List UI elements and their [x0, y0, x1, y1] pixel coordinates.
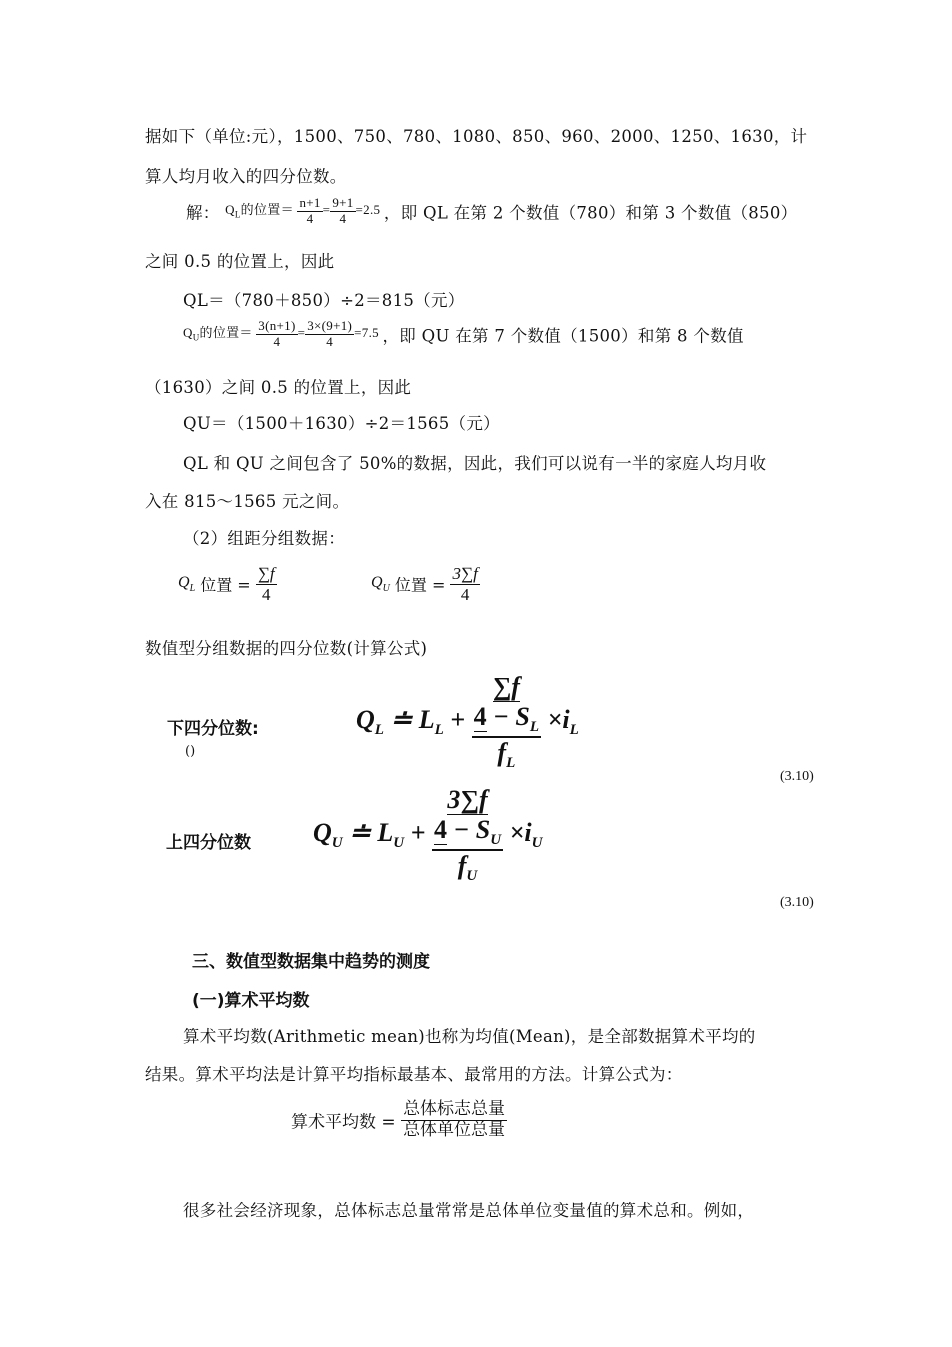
lower-quartile-label: 下四分位数:: [167, 719, 259, 739]
text-line-9: QL 和 QU 之间包含了 50%的数据，因此，我们可以说有一半的家庭人均月收: [183, 454, 767, 473]
upper-quartile-label: 上四分位数: [166, 833, 251, 853]
solution-prefix: 解：: [186, 203, 220, 223]
qu-result: QU＝（1500＋1630）÷2＝1565（元）: [183, 414, 500, 433]
equation-number: (3.10): [780, 895, 814, 910]
ql-position-explanation: ，即 QL 在第 2 个数值（780）和第 3 个数值（850）: [383, 203, 798, 223]
qu-position-explanation: ，即 QU 在第 7 个数值（1500）和第 8 个数值: [382, 326, 744, 346]
text-line-10: 入在 815～1565 元之间。: [145, 492, 350, 511]
text-line-7: （1630）之间 0.5 的位置上，因此: [145, 378, 412, 397]
ql-grouped-position: $Q_L$ 位置 = $\frac{\sum f}{4}$: [178, 564, 275, 604]
qu-position-formula: $Q_U$的位置＝ $\frac{3(n+1)}{4}$ = $\frac{3\times(9+1)}{4}$ =7.5: [183, 318, 379, 349]
text-line-1: 据如下（单位:元），1500、750、780、1080、850、960、2000、1250、1630，计: [145, 127, 808, 146]
grouped-formula-caption: 数值型分组数据的四分位数(计算公式): [145, 639, 428, 658]
arithmetic-mean-formula: 算术平均数 = $\frac{\text{总体标志总量}}{\text{总体单位总量}}$: [291, 1099, 506, 1140]
lower-quartile-formula: $Q_L$ ≐ $L_L$ + ∑f $4 - S_L$ $f_L$ $\times i_L$: [356, 672, 579, 772]
text-line-14: 结果。算术平均法是计算平均指标最基本、最常用的方法。计算公式为：: [145, 1065, 683, 1084]
ql-position-line: [186, 196, 797, 227]
section-heading: 三、数值型数据集中趋势的测度: [192, 952, 430, 972]
subsection-heading: (一)算术平均数: [192, 991, 310, 1011]
qu-grouped-position: $Q_U$ 位置 = $\frac{3\sum f}{4}$: [371, 564, 478, 604]
qu-position-line: [183, 319, 744, 350]
equation-number: (3.10): [780, 769, 814, 784]
text-line-15: 很多社会经济现象，总体标志总量常常是总体单位变量值的算术总和。例如，: [183, 1201, 755, 1220]
ql-result: QL＝（780＋850）÷2＝815（元）: [183, 291, 465, 310]
ql-position-formula: $Q_L$的位置＝ $\frac{n+1}{4}$ = $\frac{9+1}{4}$ =2.5: [225, 195, 381, 226]
lower-quartile-note: (): [185, 744, 196, 759]
text-line-4: 之间 0.5 的位置上，因此: [145, 252, 335, 271]
text-line-2: 算人均月收入的四分位数。: [145, 167, 347, 186]
text-line-13: 算术平均数(Arithmetic mean)也称为均值(Mean)，是全部数据算术平均的: [183, 1027, 756, 1046]
upper-quartile-formula: $Q_U$ ≐ $L_U$ + 3∑f $4 - S_U$ $f_U$ $\times i_U$: [313, 785, 543, 885]
grouped-data-heading: （2）组距分组数据：: [183, 529, 345, 548]
